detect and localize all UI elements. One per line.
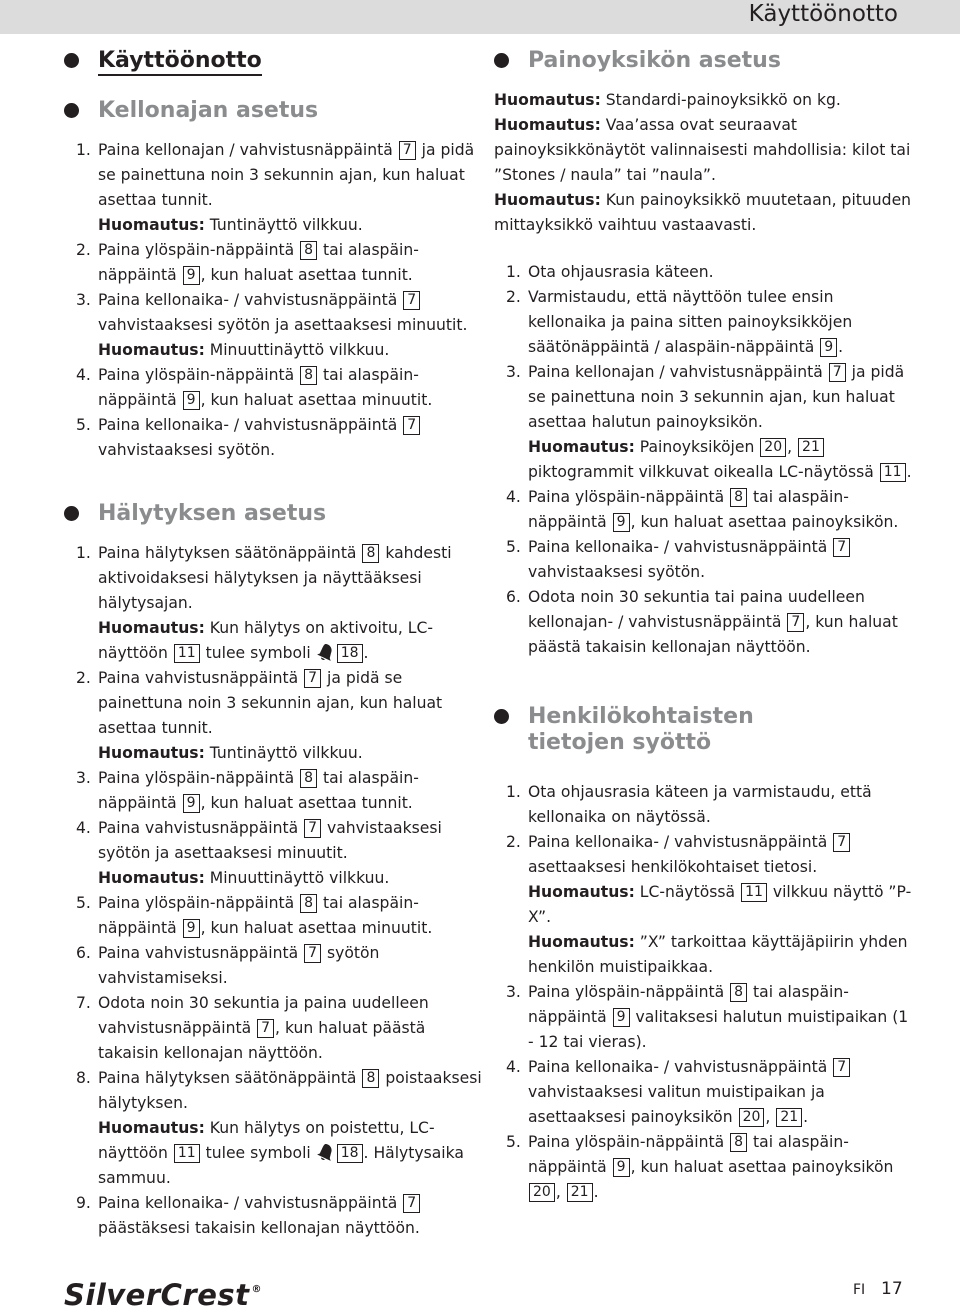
step-text: Paina kellonaika- / vahvistusnäppäintä xyxy=(528,1058,833,1076)
step-text: tulee symboli xyxy=(200,644,316,662)
note-paragraph xyxy=(494,188,914,238)
step-text: Paina ylöspäin-näppäintä xyxy=(98,769,300,787)
right-column xyxy=(494,48,914,1205)
step-number: 4. xyxy=(76,366,91,384)
step-number: 6. xyxy=(76,944,91,962)
reference-number: 8 xyxy=(362,1069,379,1088)
personal-heading-line2: tietojen syöttö xyxy=(528,730,712,755)
reference-number: 8 xyxy=(362,544,379,563)
step-text: tai alaspäin-näppäintä xyxy=(98,366,419,409)
reference-number: 8 xyxy=(730,488,747,507)
reference-number: 7 xyxy=(833,538,850,557)
step-text: , kun haluat päästä takaisin kellonajan näyttöön. xyxy=(98,1019,426,1062)
registered-mark: ® xyxy=(251,1284,263,1295)
list-item xyxy=(64,288,484,363)
reference-number: 7 xyxy=(403,1194,420,1213)
step-text: , xyxy=(765,1108,776,1126)
note-label: Huomautus: xyxy=(528,933,635,951)
step-text: Paina kellonajan / vahvistusnäppäintä xyxy=(528,363,828,381)
step-number: 9. xyxy=(76,1194,91,1212)
main-heading-text: Käyttöönotto xyxy=(98,48,262,76)
step-text: Kun hälytys on poistettu, LC-näyttöön xyxy=(98,1119,435,1162)
step-text: ”X” tarkoittaa käyttäjäpiirin yhden henkilön muistipaikkaa. xyxy=(528,933,908,976)
step-text: ja pidä se painettuna noin 3 sekunnin ajan, kun haluat asettaa tunnit. xyxy=(98,141,475,209)
step-number: 5. xyxy=(76,894,91,912)
step-text: , xyxy=(555,1183,566,1201)
reference-number: 11 xyxy=(880,463,906,482)
reference-number: 11 xyxy=(174,644,200,663)
list-item xyxy=(64,363,484,413)
step-number: 2. xyxy=(76,669,91,687)
step-text: Ota ohjausrasia käteen. xyxy=(528,263,714,281)
step-text: vahvistaaksesi syötön. xyxy=(528,563,706,581)
step-text: tai alaspäin-näppäintä xyxy=(528,983,849,1026)
step-text: Paina kellonaika- / vahvistusnäppäintä xyxy=(98,291,403,309)
page-number: 17 xyxy=(881,1279,903,1299)
main-heading xyxy=(64,48,484,74)
step-text: . xyxy=(906,463,912,481)
step-text: Paina ylöspäin-näppäintä xyxy=(98,366,300,384)
personal-heading-line1: Henkilökohtaisten xyxy=(528,704,754,729)
reference-number: 20 xyxy=(739,1108,765,1127)
reference-number: 8 xyxy=(300,366,317,385)
note-label: Huomautus: xyxy=(98,869,205,887)
step-number: 2. xyxy=(76,241,91,259)
step-text: , xyxy=(787,438,798,456)
step-text: Paina ylöspäin-näppäintä xyxy=(528,1133,730,1151)
reference-number: 7 xyxy=(403,416,420,435)
note-paragraph xyxy=(494,88,914,113)
step-text: , kun haluat asettaa painoyksikön. xyxy=(630,513,899,531)
step-text: Paina hälytyksen säätönäppäintä xyxy=(98,544,362,562)
list-item xyxy=(64,1191,484,1241)
list-item xyxy=(494,1055,914,1130)
step-number: 2. xyxy=(506,833,521,851)
reference-number: 9 xyxy=(183,266,200,285)
reference-number: 7 xyxy=(304,944,321,963)
step-number: 1. xyxy=(76,141,91,159)
step-text: vahvistaaksesi syötön. xyxy=(98,441,276,459)
reference-number: 9 xyxy=(183,794,200,813)
list-item xyxy=(64,991,484,1066)
step-text: Kun hälytys on aktivoitu, LC-näyttöön xyxy=(98,619,433,662)
brand-logo-text: SilverCrest xyxy=(64,1278,250,1312)
step-text: Painoyksiköjen xyxy=(634,438,760,456)
step-text: . xyxy=(363,644,369,662)
reference-number: 21 xyxy=(567,1183,593,1202)
step-text: Paina ylöspäin-näppäintä xyxy=(528,488,730,506)
step-number: 8. xyxy=(76,1069,91,1087)
note-label: Huomautus: xyxy=(528,883,635,901)
clock-heading xyxy=(64,98,484,124)
step-number: 2. xyxy=(506,288,521,306)
step-text: Paina vahvistusnäppäintä xyxy=(98,944,304,962)
step-number: 4. xyxy=(506,1058,521,1076)
step-text: Minuuttinäyttö vilkkuu. xyxy=(204,341,390,359)
step-text: päästäksesi takaisin kellonajan näyttöön. xyxy=(98,1219,420,1237)
reference-number: 8 xyxy=(300,894,317,913)
list-item xyxy=(64,766,484,816)
list-item xyxy=(494,535,914,585)
list-item xyxy=(64,413,484,463)
reference-number: 8 xyxy=(300,769,317,788)
list-item xyxy=(64,238,484,288)
step-text: Paina kellonaika- / vahvistusnäppäintä xyxy=(528,538,833,556)
step-text: Paina kellonaika- / vahvistusnäppäintä xyxy=(528,833,833,851)
step-text: . xyxy=(838,338,844,356)
alarm-heading xyxy=(64,501,484,527)
step-text: Paina ylöspäin-näppäintä xyxy=(98,894,300,912)
step-text: Paina vahvistusnäppäintä xyxy=(98,669,304,687)
step-text: Odota noin 30 sekuntia ja paina uudelleen vahvistusnäppäintä xyxy=(98,994,429,1037)
reference-number: 8 xyxy=(730,1133,747,1152)
step-text: Paina ylöspäin-näppäintä xyxy=(528,983,730,1001)
reference-number: 7 xyxy=(304,669,321,688)
note-label: Huomautus: xyxy=(494,116,601,134)
step-text: poistaaksesi hälytyksen. xyxy=(98,1069,482,1112)
note-label: Huomautus: xyxy=(98,1119,205,1137)
step-number: 3. xyxy=(506,983,521,1001)
reference-number: 9 xyxy=(613,1008,630,1027)
step-text: , kun haluat asettaa minuutit. xyxy=(200,919,433,937)
list-item xyxy=(64,666,484,766)
step-number: 4. xyxy=(76,819,91,837)
step-text: Varmistaudu, että näyttöön tulee ensin kellonaika ja paina sitten painoyksikköjen säätönäppäintä / alaspäin-näppäintä xyxy=(528,288,853,356)
step-text: Vaa’assa ovat seuraavat painoyksikkönäytöt valinnaisesti mahdollisia: kilot tai ”Stones / naula” tai ”naula”. xyxy=(494,116,911,184)
step-text: ja pidä se painettuna noin 3 sekunnin ajan, kun haluat asettaa halutun painoyksikön. xyxy=(528,363,905,431)
step-text: piktogrammit vilkkuvat oikealla LC-näytössä xyxy=(528,463,879,481)
reference-number: 18 xyxy=(337,1144,363,1163)
note-label: Huomautus: xyxy=(98,216,205,234)
clock-steps xyxy=(64,138,484,463)
weight-heading xyxy=(494,48,914,74)
reference-number: 9 xyxy=(613,513,630,532)
reference-number: 11 xyxy=(174,1144,200,1163)
reference-number: 7 xyxy=(399,141,416,160)
step-text: kahdesti aktivoidaksesi hälytyksen ja näyttääksesi hälytysajan. xyxy=(98,544,452,612)
step-text: vahvistaaksesi valitun muistipaikan ja asettaaksesi painoyksikön xyxy=(528,1083,825,1126)
step-number: 1. xyxy=(506,263,521,281)
note-label: Huomautus: xyxy=(98,744,205,762)
reference-number: 11 xyxy=(741,883,767,902)
reference-number: 9 xyxy=(820,338,837,357)
reference-number: 7 xyxy=(833,833,850,852)
reference-number: 7 xyxy=(257,1019,274,1038)
step-text: . xyxy=(803,1108,809,1126)
list-item xyxy=(494,285,914,360)
step-number: 7. xyxy=(76,994,91,1012)
step-text: Paina hälytyksen säätönäppäintä xyxy=(98,1069,362,1087)
list-item xyxy=(494,1130,914,1205)
list-item xyxy=(494,830,914,980)
reference-number: 8 xyxy=(730,983,747,1002)
brand-logo xyxy=(64,1278,262,1312)
list-item xyxy=(64,1066,484,1191)
reference-number: 18 xyxy=(337,644,363,663)
step-number: 3. xyxy=(76,291,91,309)
step-number: 6. xyxy=(506,588,521,606)
step-text: vahvistaaksesi syötön ja asettaaksesi minuutit. xyxy=(98,316,468,334)
personal-steps xyxy=(494,780,914,1205)
alarm-bell-icon xyxy=(316,642,336,662)
footer-language: FI xyxy=(853,1282,866,1298)
note-paragraph xyxy=(494,113,914,188)
step-text: , kun haluat asettaa tunnit. xyxy=(200,794,413,812)
step-text: Ota ohjausrasia käteen ja varmistaudu, että kellonaika on näytössä. xyxy=(528,783,872,826)
bullet-icon xyxy=(64,506,79,521)
step-text: Minuuttinäyttö vilkkuu. xyxy=(204,869,390,887)
step-text: tai alaspäin-näppäintä xyxy=(98,241,419,284)
reference-number: 21 xyxy=(798,438,824,457)
list-item xyxy=(494,780,914,830)
list-item xyxy=(494,360,914,485)
bullet-icon xyxy=(494,709,509,724)
note-label: Huomautus: xyxy=(494,191,601,209)
step-text: Standardi-painoyksikkö on kg. xyxy=(600,91,841,109)
note-label: Huomautus: xyxy=(98,341,205,359)
step-text: valitaksesi halutun muistipaikan (1 - 12 tai vieras). xyxy=(528,1008,909,1051)
step-text: Tuntinäyttö vilkkuu. xyxy=(204,216,363,234)
reference-number: 9 xyxy=(613,1158,630,1177)
step-text: , kun haluat asettaa tunnit. xyxy=(200,266,413,284)
page-header-title: Käyttöönotto xyxy=(748,1,898,27)
reference-number: 20 xyxy=(760,438,786,457)
reference-number: 9 xyxy=(183,919,200,938)
step-text: Paina ylöspäin-näppäintä xyxy=(98,241,300,259)
step-text: tai alaspäin-näppäintä xyxy=(528,488,849,531)
step-number: 3. xyxy=(506,363,521,381)
reference-number: 9 xyxy=(183,391,200,410)
step-text: vilkkuu näyttö ”P-X”. xyxy=(528,883,912,926)
personal-heading xyxy=(494,704,914,756)
reference-number: 7 xyxy=(829,363,846,382)
reference-number: 21 xyxy=(776,1108,802,1127)
reference-number: 8 xyxy=(300,241,317,260)
step-text: tai alaspäin-näppäintä xyxy=(98,894,419,937)
step-text: asettaaksesi henkilökohtaiset tietosi. xyxy=(528,858,818,876)
left-column xyxy=(64,48,484,1241)
step-number: 5. xyxy=(76,416,91,434)
step-text: . xyxy=(593,1183,599,1201)
list-item xyxy=(64,816,484,891)
step-text: Kun painoyksikkö muutetaan, pituuden mittayksikkö vaihtuu vastaavasti. xyxy=(494,191,912,234)
step-text: Paina kellonaika- / vahvistusnäppäintä xyxy=(98,1194,403,1212)
list-item xyxy=(64,541,484,666)
note-label: Huomautus: xyxy=(494,91,601,109)
reference-number: 7 xyxy=(787,613,804,632)
step-text: . Hälytysaika sammuu. xyxy=(98,1144,464,1187)
bullet-icon xyxy=(64,53,79,68)
bullet-icon xyxy=(64,103,79,118)
list-item xyxy=(64,941,484,991)
list-item xyxy=(494,980,914,1055)
step-text: Paina kellonajan / vahvistusnäppäintä xyxy=(98,141,398,159)
step-number: 3. xyxy=(76,769,91,787)
weight-steps xyxy=(494,260,914,660)
step-text: tai alaspäin-näppäintä xyxy=(528,1133,849,1176)
step-number: 4. xyxy=(506,488,521,506)
list-item xyxy=(64,891,484,941)
step-text: tulee symboli xyxy=(200,1144,316,1162)
reference-number: 20 xyxy=(529,1183,555,1202)
alarm-heading-text: Hälytyksen asetus xyxy=(98,501,327,526)
list-item xyxy=(494,585,914,660)
step-text: vahvistaaksesi syötön ja asettaaksesi minuutit. xyxy=(98,819,442,862)
step-text: LC-näytössä xyxy=(634,883,741,901)
step-text: Odota noin 30 sekuntia tai paina uudelleen kellonajan- / vahvistusnäppäintä xyxy=(528,588,865,631)
weight-notes xyxy=(494,88,914,238)
list-item xyxy=(494,260,914,285)
step-text: , kun haluat asettaa painoyksikön xyxy=(630,1158,894,1176)
note-label: Huomautus: xyxy=(528,438,635,456)
step-text: Paina vahvistusnäppäintä xyxy=(98,819,304,837)
step-number: 5. xyxy=(506,538,521,556)
step-text: tai alaspäin-näppäintä xyxy=(98,769,419,812)
step-text: ja pidä se painettuna noin 3 sekunnin ajan, kun haluat asettaa tunnit. xyxy=(98,669,443,737)
reference-number: 7 xyxy=(403,291,420,310)
step-number: 5. xyxy=(506,1133,521,1151)
step-number: 1. xyxy=(506,783,521,801)
step-text: Tuntinäyttö vilkkuu. xyxy=(204,744,363,762)
step-text: , kun haluat päästä takaisin kellonajan näyttöön. xyxy=(528,613,898,656)
note-label: Huomautus: xyxy=(98,619,205,637)
step-number: 1. xyxy=(76,544,91,562)
clock-heading-text: Kellonajan asetus xyxy=(98,98,319,123)
step-text: , kun haluat asettaa minuutit. xyxy=(200,391,433,409)
reference-number: 7 xyxy=(833,1058,850,1077)
reference-number: 7 xyxy=(304,819,321,838)
step-text: Paina kellonaika- / vahvistusnäppäintä xyxy=(98,416,403,434)
alarm-bell-icon xyxy=(316,1142,336,1162)
weight-heading-text: Painoyksikön asetus xyxy=(528,48,781,73)
list-item xyxy=(64,138,484,238)
bullet-icon xyxy=(494,53,509,68)
alarm-steps xyxy=(64,541,484,1241)
step-text: syötön vahvistamiseksi. xyxy=(98,944,380,987)
list-item xyxy=(494,485,914,535)
